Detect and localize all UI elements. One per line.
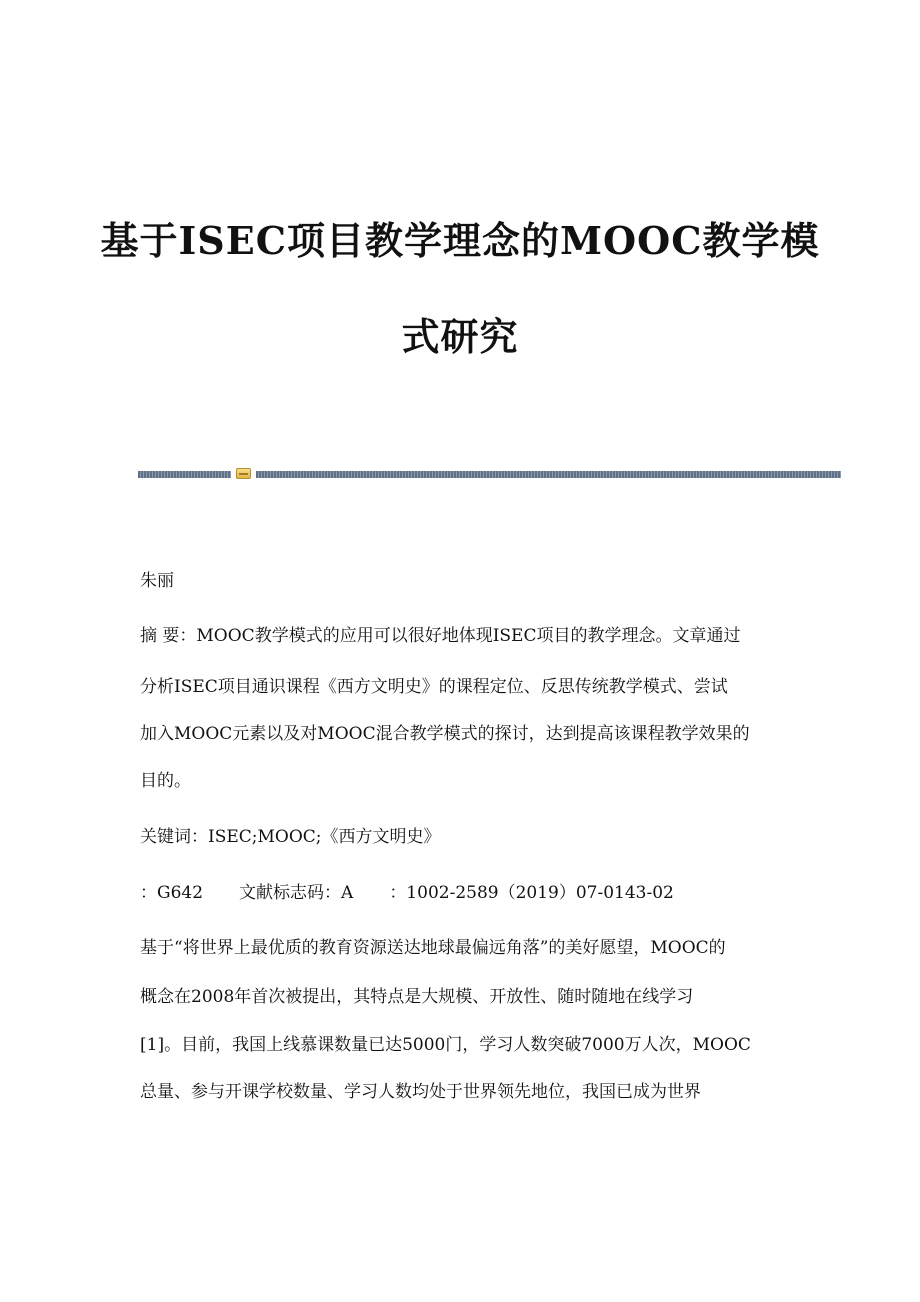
abstract-line-4: 目的。 — [140, 771, 191, 791]
article-id: ：1002-2589（2019）07-0143-02 — [389, 883, 674, 903]
author-name: 朱丽 — [140, 571, 174, 591]
body-line-2: 概念在2008年首次被提出，其特点是大规模、开放性、随时随地在线学习 — [140, 987, 694, 1007]
divider-bar-right — [256, 471, 841, 478]
body-line-1: 基于“将世界上最优质的教育资源送达地球最偏远角落”的美好愿望，MOOC的 — [140, 938, 726, 958]
body-line-4: 总量、参与开课学校数量、学习人数均处于世界领先地位，我国已成为世界 — [140, 1082, 701, 1102]
body-line-3: [1]。目前，我国上线慕课数量已达5000门，学习人数突破7000万人次，MOOC — [140, 1035, 751, 1055]
abstract-line-3: 加入MOOC元素以及对MOOC混合教学模式的探讨，达到提高该课程教学效果的 — [140, 724, 750, 744]
envelope-emblem-icon — [236, 468, 251, 479]
divider-bar-left — [138, 471, 231, 478]
abstract-line-2: 分析ISEC项目通识课程《西方文明史》的课程定位、反思传统教学模式、尝试 — [140, 677, 728, 697]
document-title-line-2: 式研究 — [401, 314, 519, 359]
classification-row — [140, 883, 674, 903]
title-divider — [138, 466, 841, 480]
clc-number: ：G642 — [140, 883, 204, 903]
abstract-line-1: 摘 要：MOOC教学模式的应用可以很好地体现ISEC项目的教学理念。文章通过 — [140, 626, 741, 646]
document-title-line-1: 基于ISEC项目教学理念的MOOC教学模 — [100, 218, 820, 263]
document-code: 文献标志码：A — [239, 883, 354, 903]
keywords: 关键词：ISEC;MOOC;《西方文明史》 — [140, 827, 441, 847]
